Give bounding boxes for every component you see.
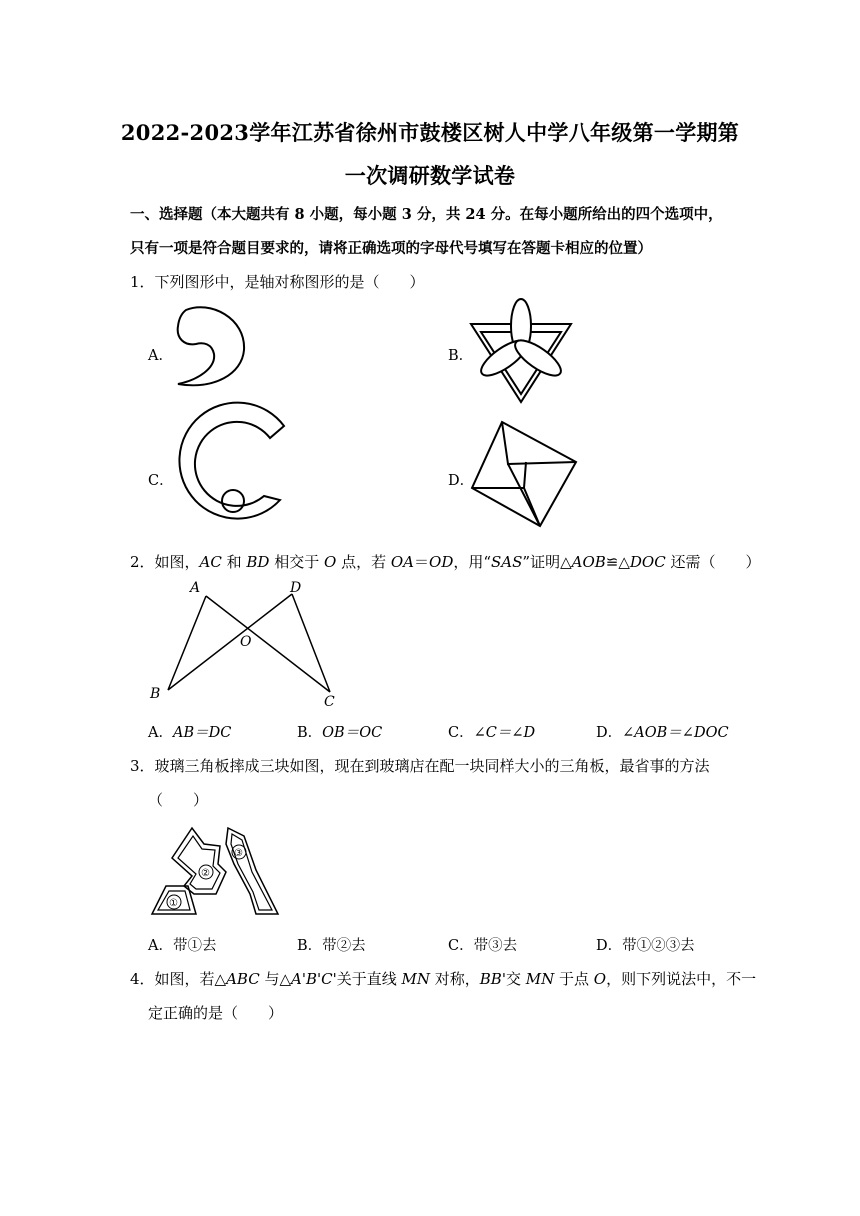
question-1-stem: 1．下列图形中，是轴对称图形的是（ ） [130,273,425,291]
option-key: A． [148,938,173,954]
q1-option-a-label: A． [148,348,173,364]
page-title: 2022-2023学年江苏省徐州市鼓楼区树人中学八年级第一学期第 [120,120,740,145]
option-text: ∠AOB＝∠DOC [622,725,729,741]
point-label-o: O [240,634,252,650]
section-heading: 一、选择题（本大题共有 8 小题，每小题 3 分，共 24 分。在每小题所给出的四个选项中， [130,206,723,223]
q1-figure-a [170,304,250,390]
question-3-stem: 3．玻璃三角板摔成三块如图，现在到玻璃店在配一块同样大小的三角板，最省事的方法 [130,757,710,775]
q2-var: OA [390,553,415,571]
q2-var: DOC [629,553,666,571]
option-key: B． [297,725,323,741]
q1-option-c-label: C． [148,473,174,489]
q4-var: A'B'C' [291,970,337,988]
q2-var: O [324,553,337,571]
option-key: A． [148,725,173,741]
q4-var: BB' [479,970,506,988]
point-label-c: C [324,694,335,710]
q4-text: 交 [505,970,526,988]
q4-text: 对称， [430,970,480,988]
point-label-a: A [190,580,201,596]
piece-label-1: ① [169,898,178,909]
q2-option-b [297,721,382,742]
piece-label-2: ② [201,868,210,879]
q4-text: 与△ [259,970,292,988]
option-key: C． [448,938,474,954]
option-key: D． [596,938,623,954]
q2-text: ≌△ [605,553,630,571]
q2-text: 相交于 [269,553,325,571]
q2-var: BD [246,553,270,571]
page-title-line2: 一次调研数学试卷 [344,163,516,188]
q3-option-a [148,934,216,955]
q2-option-c [448,721,535,742]
question-4-stem-line2: 定正确的是（ ） [148,1004,284,1022]
option-key: B． [297,938,323,954]
q1-option-b-label: B． [448,348,474,364]
q3-figure [148,824,288,918]
q1-figure-d [470,420,580,528]
q2-option-d [596,721,729,742]
q1-figure-b [466,296,576,406]
q4-var: O [593,970,607,988]
q4-text: ，则下列说法中，不一 [606,970,757,988]
q4-var: MN [401,970,430,988]
q1-figure-c [172,414,292,532]
q2-text: 2．如图， [130,553,200,571]
q2-var: AC [199,553,222,571]
question-3-stem-line2: （ ） [148,791,209,809]
q1-option-d-label: D． [448,473,475,489]
q2-text: 点，若 [336,553,391,571]
option-text: 带①②③去 [622,938,695,954]
q2-var: SAS [491,553,523,571]
option-text: AB＝DC [172,725,232,741]
option-text: 带②去 [322,938,366,954]
q2-text: 和 [221,553,247,571]
section-heading-line2: 只有一项是符合题目要求的，请将正确选项的字母代号填写在答题卡相应的位置） [130,240,652,257]
q2-figure [140,576,350,712]
q4-text: 4．如图，若△ [130,970,227,988]
option-text: ∠C＝∠D [473,725,536,741]
question-2-stem [130,551,761,572]
q4-text: 关于直线 [336,970,402,988]
option-key: D． [596,725,623,741]
q2-var: OD [429,553,454,571]
q2-text: ＝ [414,553,430,571]
option-text: OB＝OC [322,725,383,741]
q3-option-c [448,934,517,955]
q4-text: 于点 [554,970,594,988]
q4-var: ABC [226,970,260,988]
q2-text: 还需（ ） [665,553,761,571]
q3-option-b [297,934,366,955]
q2-option-a [148,721,231,742]
point-label-d: D [290,580,302,596]
option-text: 带①去 [172,938,217,954]
q3-option-d [596,934,695,955]
q4-var: MN [525,970,555,988]
option-text: 带③去 [473,938,518,954]
piece-label-3: ③ [234,848,243,859]
option-key: C． [448,725,474,741]
question-4-stem [130,968,756,989]
point-label-b: B [150,686,161,702]
q2-var: AOB [571,553,606,571]
q2-text: ”证明△ [522,553,572,571]
q2-text: ，用“ [453,553,492,571]
